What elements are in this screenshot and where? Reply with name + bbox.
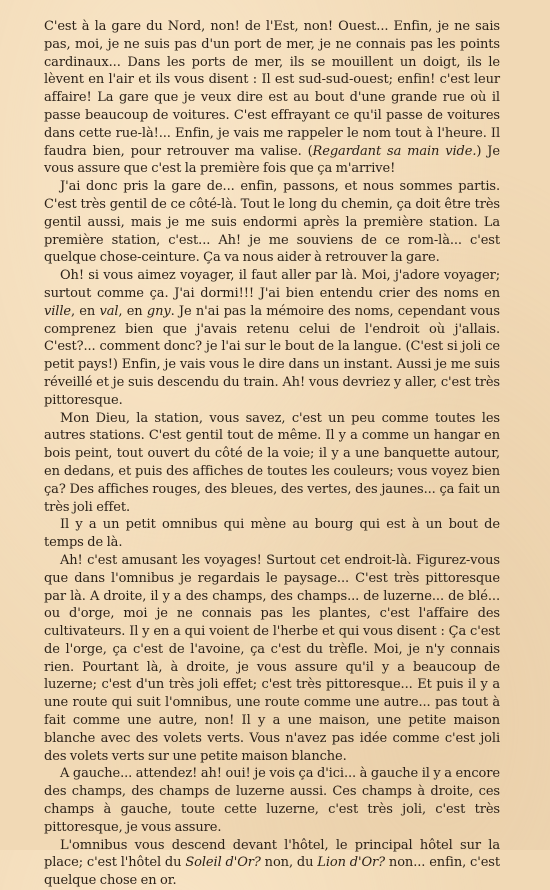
- paragraph-text: non... enfin, c'est quelque chose en or.: [44, 855, 500, 889]
- italic-word: gny: [146, 303, 171, 319]
- hotel-name: Soleil d'Or?: [185, 855, 261, 871]
- document-page: [44, 18, 501, 889]
- paragraph-1: [44, 18, 500, 178]
- paragraph-text: J'ai donc pris la gare de... enfin, passons, et nous sommes partis. C'est très gentil de ce côté-là. Tout le long du chemin, ça doit être très gentil aussi, mais je me suis endormi après la première station. La première station, c'est... Ah! je me souviens de ce rom-là... c'est quelque chose-ceinture. Ça va nous aider à retrouver la gare.: [44, 179, 500, 266]
- paragraph-2: [44, 178, 500, 267]
- paragraph-7: [44, 765, 500, 836]
- paragraph-5: [44, 516, 500, 552]
- italic-word: val: [99, 303, 119, 319]
- paragraph-8: [44, 837, 500, 890]
- paragraph-text: , en: [71, 303, 100, 319]
- paragraph-text: Mon Dieu, la station, vous savez, c'est un peu comme toutes les autres stations. C'est gentil tout de même. Il y a comme un hangar en bois peint, tout ouvert du côté de la voie; il y a une banquette autour, en dedans, et puis des affiches de toutes les couleurs; vous voyez bien ça? Des affiches rouges, des bleues, des vertes, des jaunes... ça fait un très joli effet.: [44, 410, 500, 515]
- paragraph-text: Il y a un petit omnibus qui mène au bourg qui est à un bout de temps de là.: [44, 517, 500, 551]
- paragraph-text: Oh! si vous aimez voyager, il faut aller par là. Moi, j'adore voyager; surtout comme ça. J'ai dormi!!! J'ai bien entendu crier des noms en: [44, 268, 500, 301]
- paragraph-text: L'omnibus vous descend devant l'hôtel, le principal hôtel sur la place; c'est l'hôtel du: [44, 837, 500, 871]
- paragraph-text: . Je n'ai pas la mémoire des noms, cependant vous comprenez bien que j'avais retenu celui de l'endroit où j'allais. C'est?... comment donc? je l'ai sur le bout de la langue. (C'est si joli ce petit pays!) Enfin, je vais vous le dire dans un instant. Aussi je me suis réveillé et je suis descendu du train. Ah! vous devriez y aller, c'est très pittoresque.: [44, 303, 501, 408]
- paragraph-text: A gauche... attendez! ah! oui! je vois ça d'ici... à gauche il y a encore des champs, des champs de luzerne aussi. Ces champs à droite, ces champs à gauche, toute cette luzerne, c'est très joli, c'est très pittoresque, je vous assure.: [44, 766, 500, 835]
- paragraph-text: non, du: [260, 855, 318, 871]
- italic-word: ville: [44, 303, 72, 319]
- paragraph-text: Ah! c'est amusant les voyages! Surtout cet endroit-là. Figurez-vous que dans l'omnibus je regardais le paysage... C'est très pittoresque par là. A droite, il y a des champs, des champs... de luzerne... de blé... ou d'orge, moi je ne connais pas les plantes, c'est l'affaire des cultivateurs. Il y en a qui voient de l'herbe et qui vous disent : Ça c'est de l'orge, ça c'est de l'avoine, ça c'est du trèfle. Moi, je n'y connais rien. Pourtant là, à droite, je vous assure qu'il y a beaucoup de luzerne; c'est d'un très joli effet; c'est très pittoresque... Et puis il y a une route qui suit l'omnibus, une route comme une autre... pas tout à fait comme une autre, non! Il y a une maison, une petite maison blanche avec des volets verts. Vous n'avez pas idée comme c'est joli des volets verts sur une petite maison blanche.: [44, 552, 500, 764]
- paragraph-4: [44, 410, 500, 517]
- stage-direction: Regardant sa main vide.: [312, 143, 477, 159]
- hotel-name: Lion d'Or?: [317, 855, 386, 871]
- paragraph-text: C'est à la gare du Nord, non! de l'Est, non! Ouest... Enfin, je ne sais pas, moi, je ne suis pas d'un port de mer, je ne connais pas les points cardinaux... Dans les ports de mer, ils se mouillent un doigt, ils le lèvent en l'air et ils vous disent : Il est sud-sud-ouest; enfin! c'est leur affaire! La gare que je veux dire est au bout d'une grande rue où il passe beaucoup de voitures. C'est effrayant ce qu'il passe de voitures dans cette rue-là!... Enfin, je vais me rappeler le nom tout à l'heure. Il faudra bien, pour retrouver ma valise. (: [44, 19, 500, 159]
- paragraph-6: [44, 552, 500, 766]
- paragraph-text: ) Je vous assure que c'est la première fois que ça m'arrive!: [44, 143, 500, 177]
- paragraph-3: [44, 267, 500, 409]
- paragraph-text: , en: [118, 303, 147, 319]
